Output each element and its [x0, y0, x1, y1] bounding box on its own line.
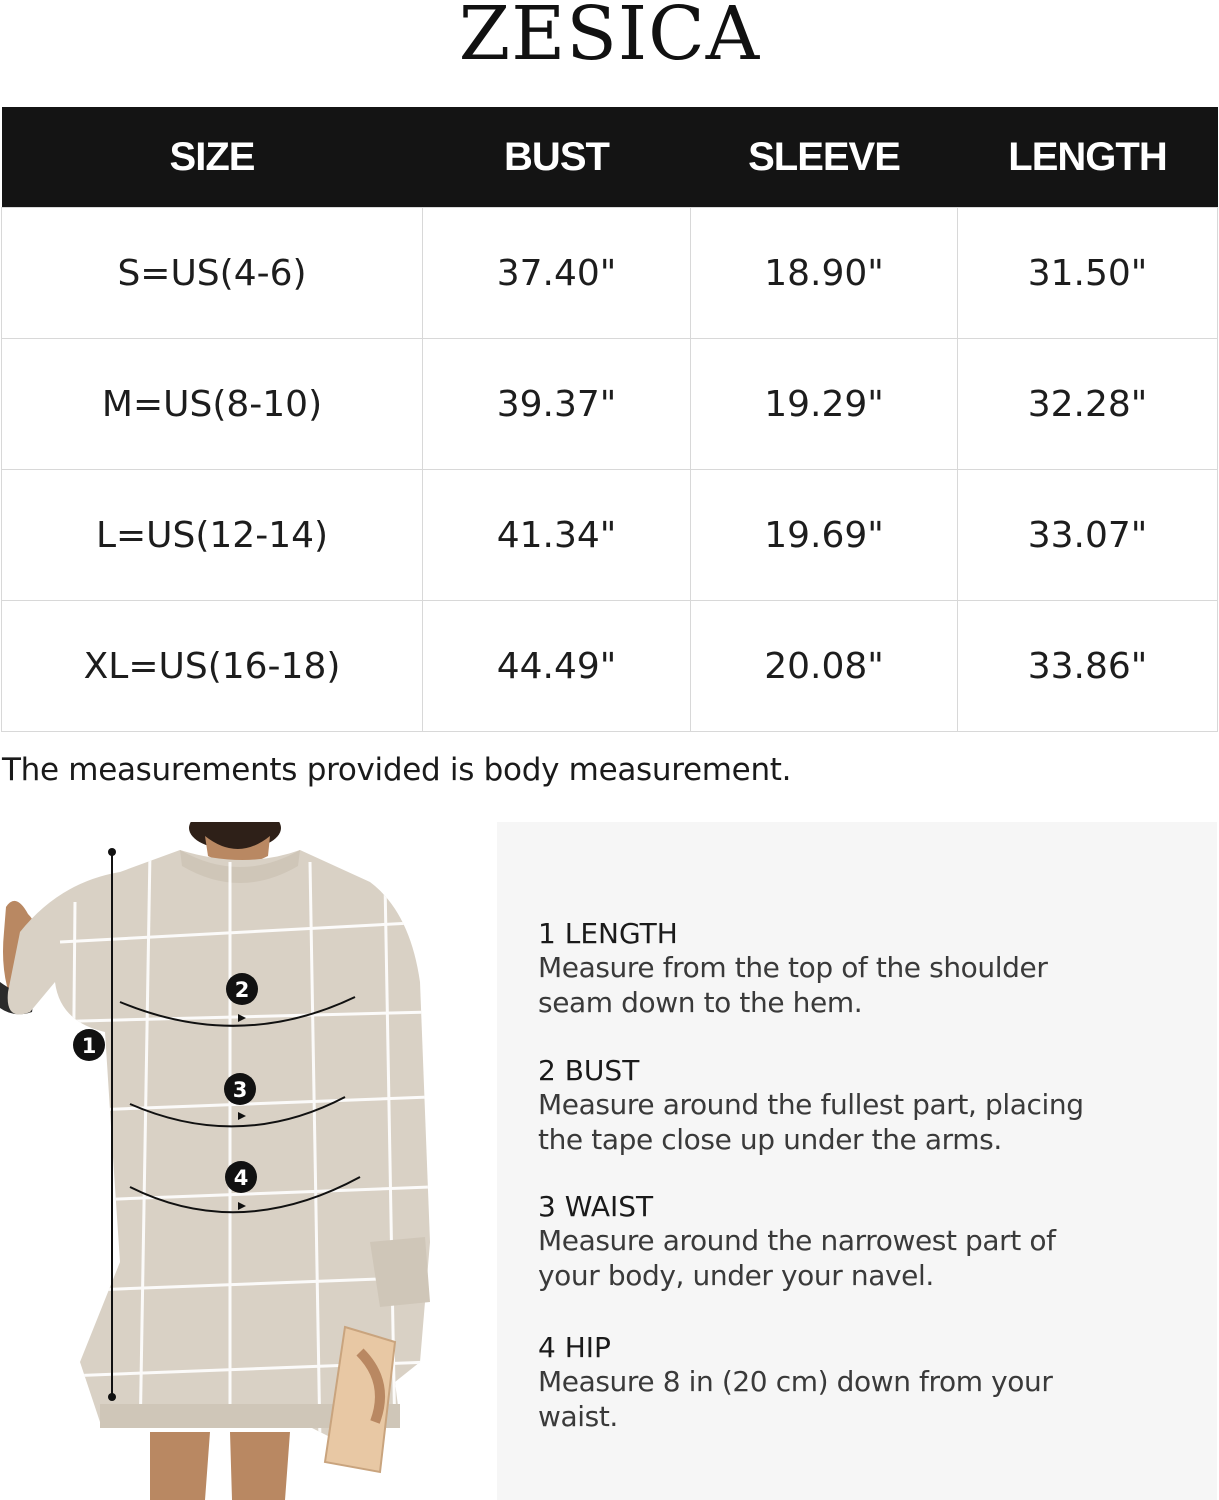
guide-desc: Measure around the fullest part, placing	[538, 1088, 1084, 1121]
sleeve-cell: 18.90"	[691, 208, 958, 339]
table-row	[2, 339, 1218, 470]
size-cell: M=US(8-10)	[2, 339, 423, 470]
cuff	[370, 1237, 430, 1307]
guide-length	[538, 918, 1138, 1020]
length-cell: 33.86"	[958, 601, 1218, 732]
guide-title: 3 WAIST	[538, 1190, 654, 1223]
header-bust: BUST	[423, 107, 691, 208]
header-size: SIZE	[2, 107, 423, 208]
size-cell: S=US(4-6)	[2, 208, 423, 339]
guide-desc: Measure 8 in (20 cm) down from your waist.	[538, 1365, 1053, 1433]
size-chart-table	[1, 107, 1218, 732]
bust-cell: 37.40"	[423, 208, 691, 339]
header-length: LENGTH	[958, 107, 1218, 208]
length-cell: 31.50"	[958, 208, 1218, 339]
svg-text:2: 2	[234, 978, 250, 1002]
svg-text:1: 1	[81, 1034, 97, 1058]
bust-cell: 39.37"	[423, 339, 691, 470]
guide-desc: your body, under your navel.	[538, 1259, 934, 1292]
guide-title: 1 LENGTH	[538, 917, 678, 950]
guide-desc: Measure from the top of the shoulder	[538, 951, 1048, 984]
size-cell: L=US(12-14)	[2, 470, 423, 601]
guide-waist	[538, 1191, 1138, 1293]
svg-text:3: 3	[232, 1078, 248, 1102]
size-cell: XL=US(16-18)	[2, 601, 423, 732]
marker-4	[225, 1161, 257, 1193]
guide-desc: the tape close up under the arms.	[538, 1123, 1002, 1156]
sleeve-cell: 19.69"	[691, 470, 958, 601]
legs	[150, 1432, 290, 1500]
guide-hip	[538, 1332, 1138, 1434]
table-header-row	[2, 107, 1218, 208]
measurement-note: The measurements provided is body measurement.	[2, 752, 792, 788]
sleeve-cell: 20.08"	[691, 601, 958, 732]
table-row	[2, 470, 1218, 601]
sleeve-cell: 19.29"	[691, 339, 958, 470]
header-sleeve: SLEEVE	[691, 107, 958, 208]
guide-desc: Measure around the narrowest part of	[538, 1224, 1056, 1257]
measurement-guide-panel	[497, 822, 1217, 1500]
bust-cell: 44.49"	[423, 601, 691, 732]
length-cell: 33.07"	[958, 470, 1218, 601]
bust-cell: 41.34"	[423, 470, 691, 601]
table-row	[2, 601, 1218, 732]
guide-title: 2 BUST	[538, 1054, 640, 1087]
guide-desc: seam down to the hem.	[538, 986, 863, 1019]
marker-3	[224, 1073, 256, 1105]
brand-logo: ZESICA	[458, 0, 761, 77]
guide-bust	[538, 1055, 1138, 1157]
table-row	[2, 208, 1218, 339]
marker-2	[226, 973, 258, 1005]
marker-1	[73, 1029, 105, 1061]
model-illustration	[0, 822, 497, 1500]
svg-text:4: 4	[233, 1166, 249, 1190]
guide-title: 4 HIP	[538, 1331, 611, 1364]
length-cell: 32.28"	[958, 339, 1218, 470]
